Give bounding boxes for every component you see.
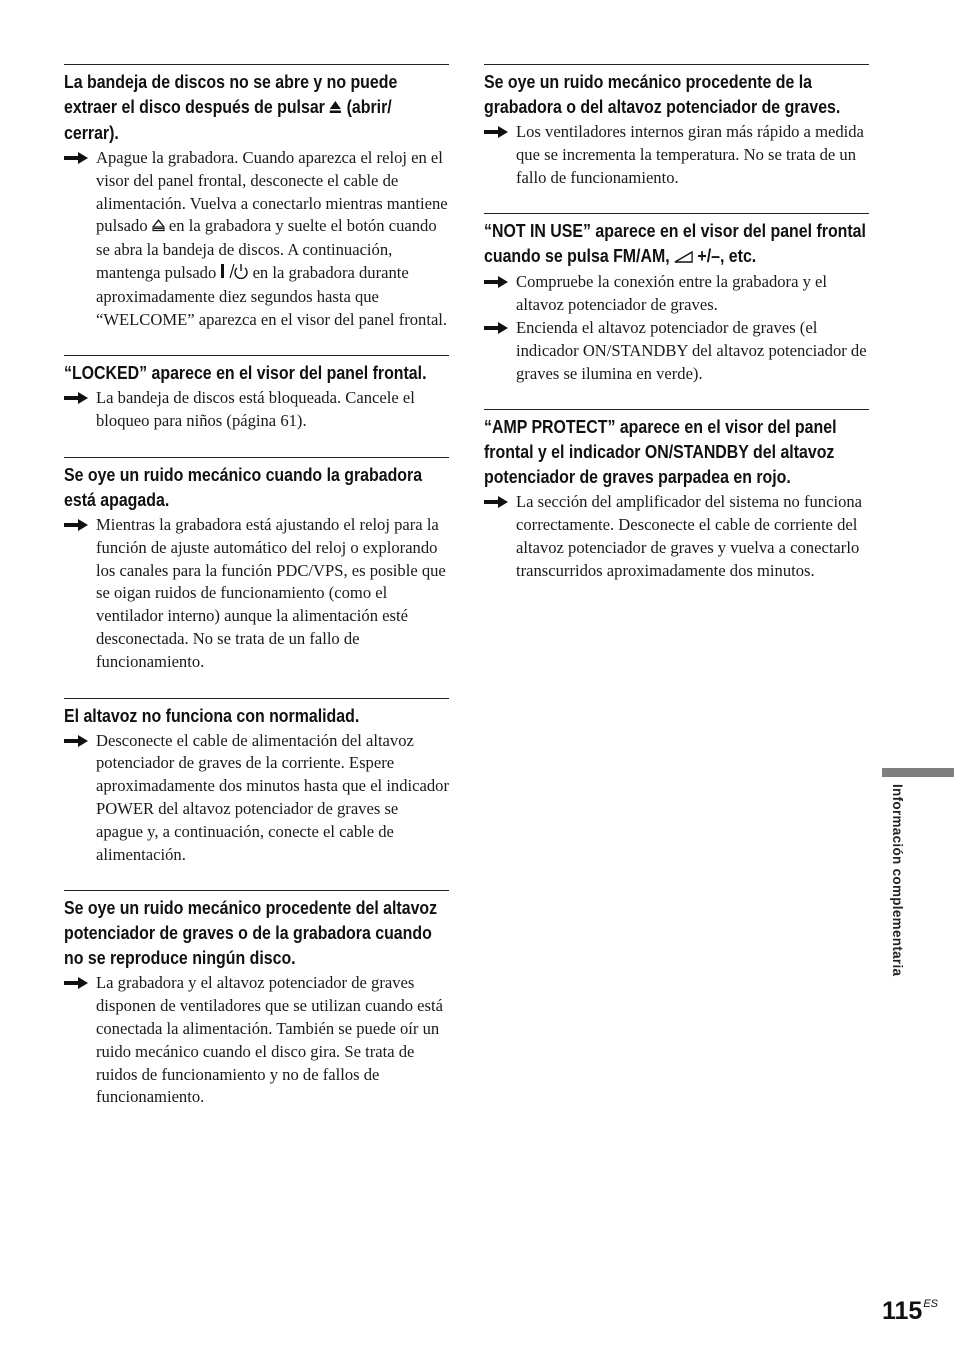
volume-icon	[674, 244, 693, 269]
list-item: Compruebe la conexión entre la grabadora y el altavoz potenciador de graves.	[484, 271, 869, 317]
eject-icon	[329, 95, 342, 120]
side-tab-bar	[882, 768, 954, 777]
arrow-right-icon	[64, 977, 88, 989]
section-heading: La bandeja de discos no se abre y no puede extraer el disco después de pulsar (abrir/ cerrar).	[64, 71, 398, 143]
side-tab-label: Información complementaria	[890, 784, 905, 977]
list-item: La bandeja de discos está bloqueada. Cancele el bloqueo para niños (página 61).	[64, 387, 449, 433]
list-item: Los ventiladores internos giran más rápido a medida que se incrementa la temperatura. No se trata de un fallo de funcionamiento.	[484, 121, 869, 189]
eject-icon	[152, 216, 165, 239]
list-item: Apague la grabadora. Cuando aparezca el reloj en el visor del panel frontal, desconecte el cable de alimentación. Vuelva a conectarlo mientras mantiene pulsado en la grabadora y suelte el botón cuando se abra la bandeja de discos. A continuación, mantenga pulsado en la grabadora durante aproximadamente diez segundos hasta que “WELCOME” aparezca en el visor del panel frontal.	[64, 147, 449, 331]
section-heading: Se oye un ruido mecánico procedente de la grabadora o del altavoz potenciador de graves.	[484, 71, 841, 117]
page-suffix: ES	[923, 1298, 939, 1310]
arrow-right-icon	[64, 519, 88, 531]
arrow-right-icon	[484, 496, 508, 508]
section-noise-off	[64, 457, 449, 674]
list-item: Mientras la grabadora está ajustando el reloj para la función de ajuste automático del reloj o explorando los canales para la función PDC/VPS, es posible que se oigan ruidos de funcionamiento (como el ventilador interno) aunque la alimentación esté desconectada. No se trata de un fallo de funcionamiento.	[64, 514, 449, 674]
power-icon	[220, 263, 248, 286]
section-heading: El altavoz no funciona con normalidad.	[64, 704, 360, 726]
section-heading: Se oye un ruido mecánico procedente del altavoz potenciador de graves o de la grabadora cuando no se reproduce ningún disco.	[64, 897, 438, 969]
list-item: La sección del amplificador del sistema no funciona correctamente. Desconecte el cable de corriente del altavoz potenciador de graves y vuelva a conectarlo transcurridos aproximadamente dos minutos.	[484, 491, 869, 582]
page-number: $115^{ES}$	[882, 1297, 939, 1325]
list-item: Desconecte el cable de alimentación del altavoz potenciador de graves de la corriente. Espere aproximadamente dos minutos hasta que el indicador POWER del altavoz potenciador de graves se apague y, a continuación, conecte el cable de alimentación.	[64, 730, 449, 867]
section-locked	[64, 355, 449, 433]
arrow-right-icon	[64, 152, 88, 164]
section-amp-protect	[484, 409, 869, 582]
arrow-right-icon	[64, 735, 88, 747]
arrow-right-icon	[484, 276, 508, 288]
section-heading: “NOT IN USE” aparece en el visor del panel frontal cuando se pulsa FM/AM, +/–, etc.	[484, 218, 868, 269]
list-item: La grabadora y el altavoz potenciador de graves disponen de ventiladores que se utilizan cuando está conectada la alimentación. También se puede oír un ruido mecánico cuando el disco gira. Se trata de ruidos de funcionamiento y no de fallos de funcionamiento.	[64, 972, 449, 1109]
left-column	[64, 64, 449, 1133]
section-heading: “AMP PROTECT” aparece en el visor del panel frontal y el indicador ON/STANDBY del altavoz potenciador de graves parpadea en rojo.	[484, 416, 837, 488]
right-column	[484, 64, 869, 607]
section-noise-no-disc	[64, 890, 449, 1109]
list-item: Encienda el altavoz potenciador de graves (el indicador ON/STANDBY del altavoz potenciador de graves se ilumina en verde).	[484, 317, 869, 385]
section-noise-subwoofer	[484, 64, 869, 189]
section-heading: Se oye un ruido mecánico cuando la grabadora está apagada.	[64, 463, 423, 510]
arrow-right-icon	[484, 126, 508, 138]
section-speaker-abnormal	[64, 698, 449, 867]
arrow-right-icon	[64, 392, 88, 404]
section-heading: “LOCKED” aparece en el visor del panel frontal.	[64, 362, 427, 384]
section-not-in-use	[484, 213, 869, 385]
section-tray-no-open	[64, 64, 449, 331]
arrow-right-icon	[484, 322, 508, 334]
